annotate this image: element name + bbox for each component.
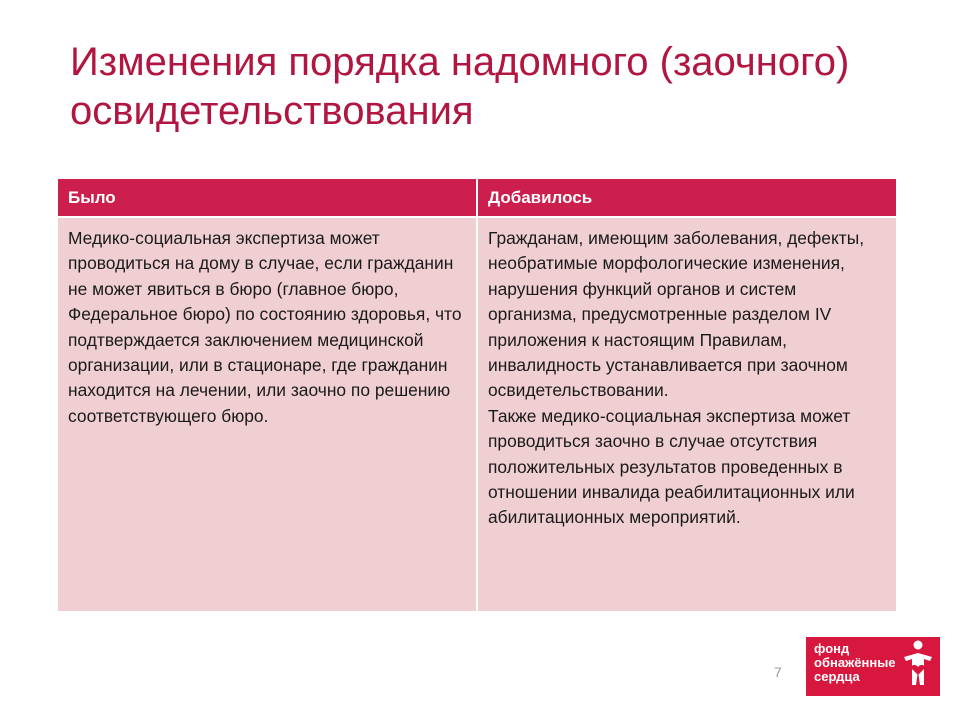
table-cell-was (58, 218, 476, 611)
logo-line: обнажённые (814, 655, 896, 670)
logo-line: фонд (814, 641, 850, 656)
logo-text (814, 642, 896, 684)
table-header-was: Было (58, 179, 476, 216)
page-number: 7 (774, 664, 782, 680)
foundation-logo (806, 637, 941, 697)
logo-line: сердца (814, 669, 860, 684)
child-figure-icon (896, 637, 940, 697)
was-paragraph: Медико-социальная экспертиза может проводиться на дому в случае, если гражданин не может явиться в бюро (главное бюро, Федеральное бюро) по состоянию здоровья, что подтверждается заключением медицинской организации, или в стационаре, где гражданин находится на лечении, или заочно по решению соответствующего бюро. (68, 228, 462, 426)
added-paragraph-1: Гражданам, имеющим заболевания, дефекты, необратимые морфологические изменения, нарушения функций органов и систем организма, предусмотренные разделом IV приложения к настоящим Правилам, инвалидность устанавливается при заочном освидетельствовании. (488, 228, 865, 401)
slide-title: Изменения порядка надомного (заочного) освидетельствования (70, 40, 850, 133)
added-paragraph-2: Также медико-социальная экспертиза может проводиться заочно в случае отсутствия положительных результатов проведенных в отношении инвалида реабилитационных или абилитационных мероприятий. (488, 405, 855, 528)
table-cell-added (478, 218, 896, 611)
table-header-added: Добавилось (478, 179, 896, 216)
comparison-table (58, 179, 896, 611)
